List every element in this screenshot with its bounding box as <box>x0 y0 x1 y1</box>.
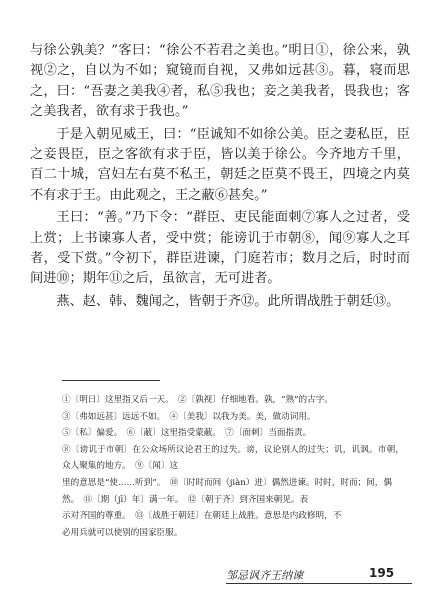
footnote-line: ⑧〔谤讥于市朝〕在公众场所议论君王的过失。谤，议论别人的过失；讥，讥讽。市朝，众人聚集的地方。 ⑨〔闻〕这 <box>62 444 404 472</box>
footer-rule <box>226 583 412 584</box>
footnote-line: ⑤〔私〕偏爱。 ⑥〔蔽〕这里指受蒙蔽。 ⑦〔面刺〕当面指责。 <box>62 428 312 439</box>
running-footer-title: 邹忌讽齐王纳谏 <box>226 569 303 582</box>
footnote-line: 示对齐国的尊重。 ⑬〔战胜于朝廷〕在朝廷上战胜。意思是内政修明，不 <box>62 511 342 522</box>
footnote-line: 然。 ⑪〔期（jī）年〕满一年。 ⑫〔朝于齐〕到齐国来朝见。表 <box>62 494 309 505</box>
main-text <box>30 41 410 312</box>
footnote-line: 必用兵就可以使别的国家臣服。 <box>62 527 183 538</box>
paragraph-3: 王曰：“善。”乃下令：“群臣、吏民能面刺⑦寡人之过者，受上赏；上书谏寡人者，受中赏；能谤讥于市朝⑧，闻⑨寡人之耳者，受下赏。”令初下，群臣进谏，门庭若市；数月之后，时时而间进⑩；期年⑪之后，虽欲言，无可进者。 <box>30 210 410 287</box>
page-number: 195 <box>369 566 395 580</box>
paragraph-2: 于是入朝见威王，曰：“臣诚知不如徐公美。臣之妻私臣，臣之妾畏臣，臣之客欲有求于臣，皆以美于徐公。今齐地方千里，百二十城，宫妇左右莫不私王，朝廷之臣莫不畏王，四境之内莫不有求于王。由此观之，王之蔽⑥甚矣。” <box>30 126 410 203</box>
footnote-separator <box>62 380 160 381</box>
footnotes <box>62 392 404 541</box>
paragraph-1: 与徐公孰美？”客曰：“徐公不若君之美也。”明日①，徐公来，孰视②之，自以为不如；窥镜而自视，又弗如远甚③。暮，寝而思之，曰：“吾妻之美我④者，私⑤我也；妾之美我者，畏我也；客之美我者，欲有求于我也。” <box>30 43 410 120</box>
footnote-line: ①〔明日〕这里指又后一天。 ②〔孰视〕仔细地看。孰，“熟”的古字。 <box>62 395 333 405</box>
footnote-line: 里的意思是“使……听到”。 ⑩〔时时而间（jiàn）进〕偶然进谏。时时，时而；间，偶 <box>62 477 392 488</box>
footnote-line: ③〔弗如远甚〕远远不如。 ④〔美我〕以我为美。美，做动词用。 <box>62 411 316 422</box>
paragraph-4: 燕、赵、韩、魏闻之，皆朝于齐⑫。此所谓战胜于朝廷⑬。 <box>56 293 400 309</box>
